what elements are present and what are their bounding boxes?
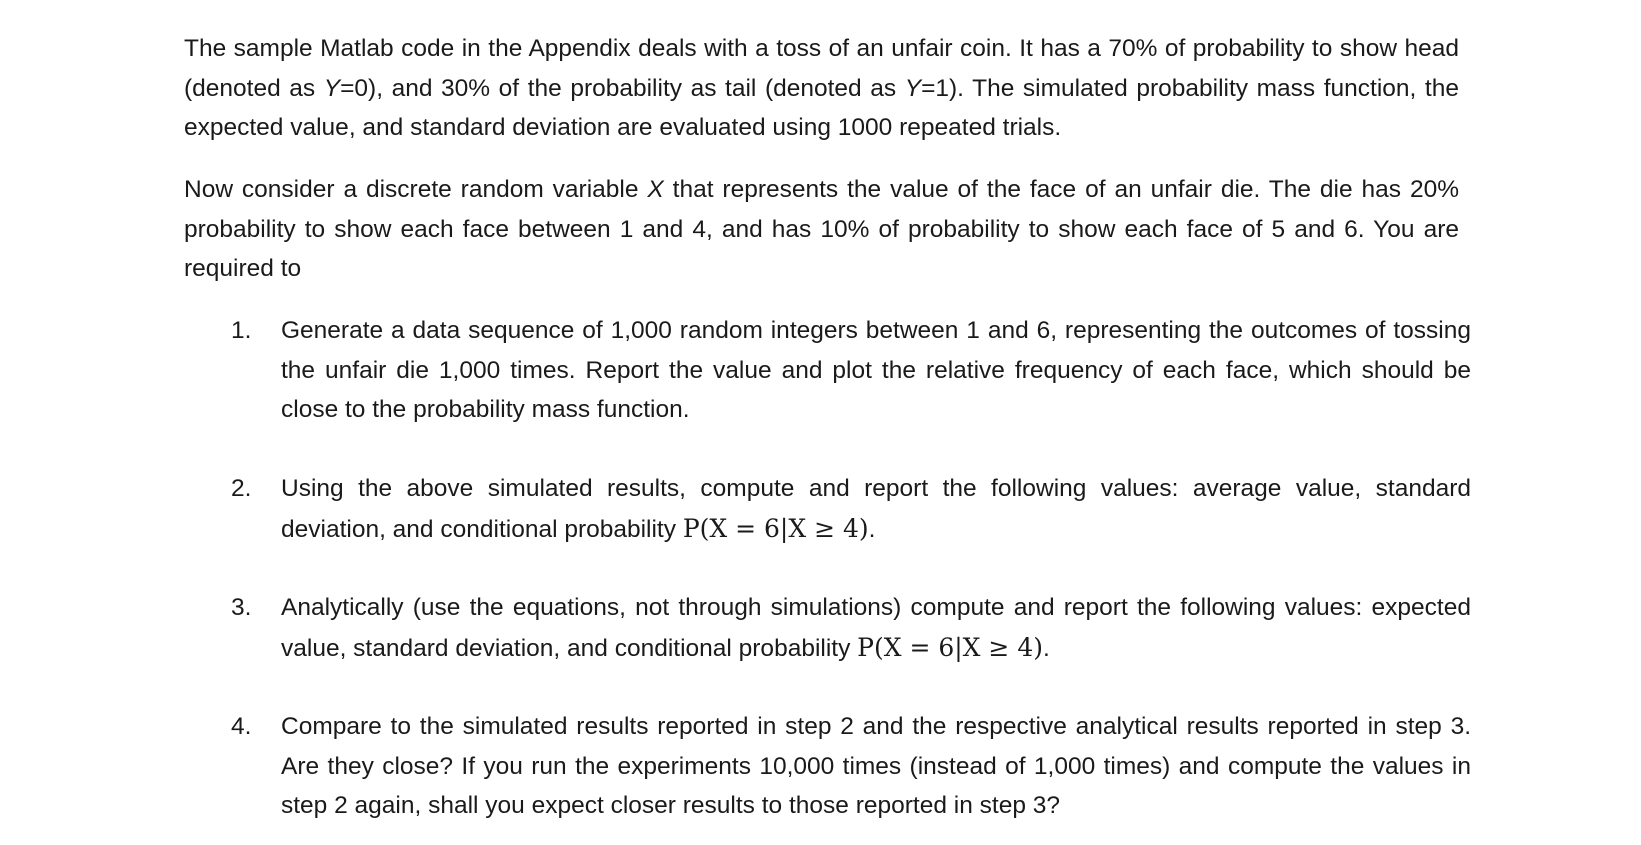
list-item-text [281,311,1471,430]
problem-text-1: Now consider a discrete random variable [184,176,648,203]
item-2-end: . [868,515,876,543]
item-3-text: Analytically (use the equations, not through simulations) compute and report the following values: expected value, standard deviation, and conditional probability [281,594,1471,662]
variable-x: X [647,176,664,203]
intro-text-3: =1). The simulated probability mass function, the expected value, and standard deviation are evaluated using 1000 repeated trials. [184,74,1459,141]
problem-paragraph [184,170,1459,289]
item-2-text: Using the above simulated results, compute and report the following values: average value, standard deviation, and conditional probability [281,475,1471,543]
list-item-number: 4. [231,713,252,740]
conditional-probability-formula: P(X = 6|X ≥ 4) [857,632,1043,662]
list-item-text [281,707,1471,826]
variable-y-tail: Y [904,74,922,102]
intro-text-1: The sample Matlab code in the Appendix deals with a toss of an unfair coin. It has a 70% of probability to show head (denoted as [184,35,1459,102]
variable-y-head: Y [323,74,341,102]
list-item-number: 1. [231,317,252,344]
intro-paragraph [184,29,1459,148]
item-3-end: . [1042,634,1050,662]
item-1-text: Generate a data sequence of 1,000 random integers between 1 and 6, representing the outcomes of tossing the unfair die 1,000 times. Report the value and plot the relative frequency of each face, which should be close to the probability mass function. [281,317,1471,423]
problem-text-2: that represents the value of the face of an unfair die. The die has 20% probability to show each face between 1 and 4, and has 10% of probability to show each face of 5 and 6. You are required to [184,176,1459,282]
intro-text-2: =0), and 30% of the probability as tail (denoted as [340,74,905,102]
list-item-text [281,469,1471,549]
list-item-text [281,588,1471,668]
list-item-number: 3. [231,594,252,621]
conditional-probability-formula: P(X = 6|X ≥ 4) [682,513,869,543]
list-item-number: 2. [231,475,252,502]
item-4-text: Compare to the simulated results reported in step 2 and the respective analytical results reported in step 3. Are they close? If you run the experiments 10,000 times (instead of 1,000 times) and compute the values in step 2 again, shall you expect closer results to those reported in step 3? [281,713,1471,819]
